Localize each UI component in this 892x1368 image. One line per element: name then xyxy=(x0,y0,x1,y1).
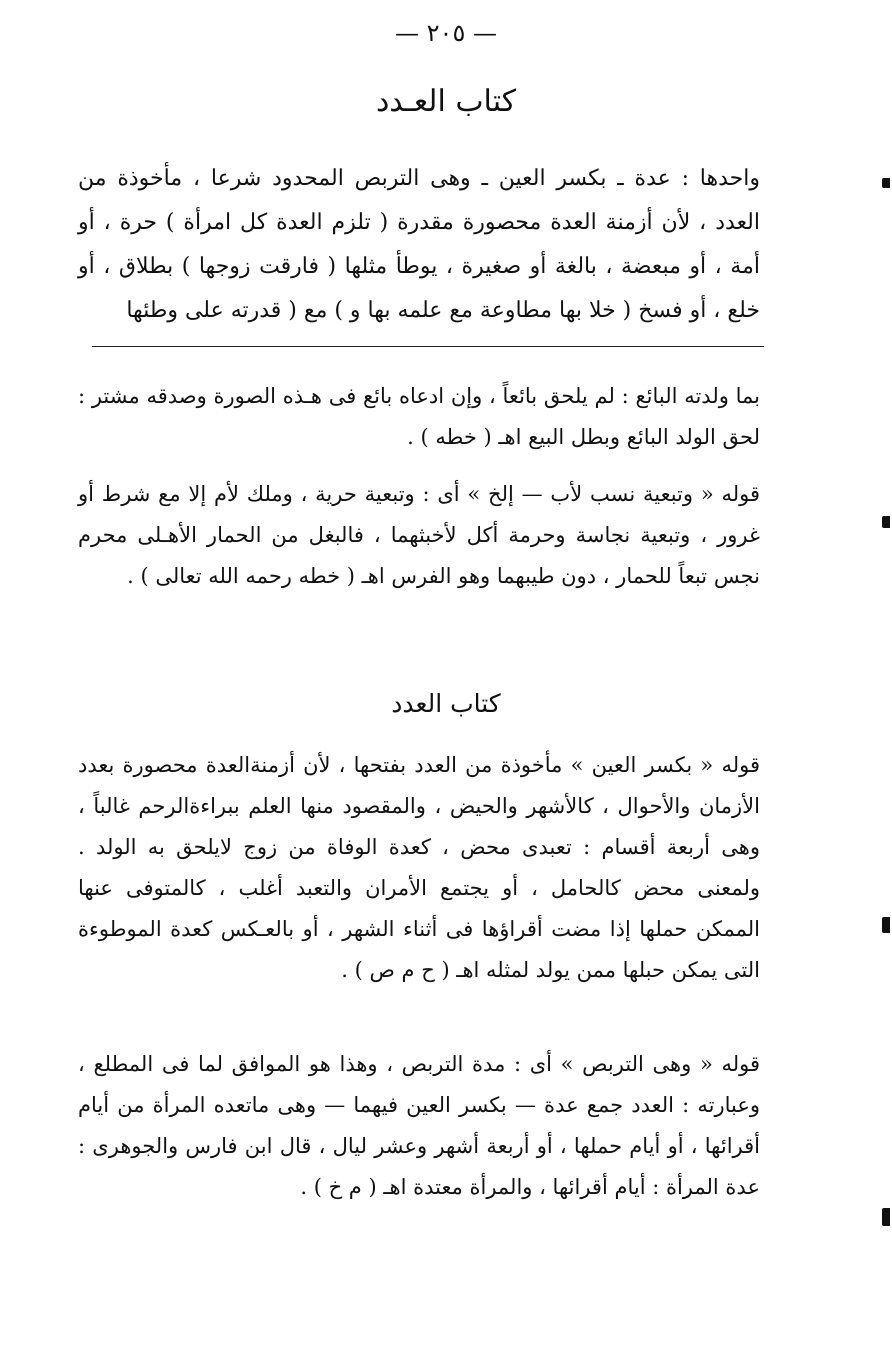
footnote-paragraph-4: قوله « وهى التربص » أى : مدة التربص ، وهذا هو الموافق لما فى المطلع ، وعبارته : العدد جمع عدة — بكسر العين فيهما — وهى ماتعده المرأة من أيام أقرائها ، أو أيام حملها ، أو أربعة أشهر وعشر ليال ، قال ابن فارس والجوهرى : عدة المرأة : أيام أقرائها ، والمرأة معتدة اهـ ( م خ ) . xyxy=(78,1052,760,1199)
page-number: — ٢٠٥ — xyxy=(395,19,497,47)
main-text-paragraph: واحدها : عدة ـ بكسر العين ـ وهى التربص المحدود شرعا ، مأخوذة من العدد ، لأن أزمنة العدة محصورة مقدرة ( تلزم العدة كل امرأة ) حرة ، أو أمة ، أو مبعضة ، بالغة أو صغيرة ، يوطأ مثلها ( فارقت زوجها ) بطلاق ، أو خلع ، أو فسخ ( خلا بها مطاوعة مع علمه بها و ) مع ( قدرته على وطئها xyxy=(78,166,760,323)
footnote-paragraph-2: قوله « وتبعية نسب لأب — إلخ » أى : وتبعية حرية ، وملك لأم إلا مع شرط أو غرور ، وتبعية نجاسة وحرمة أكل لأخبثهما ، فالبغل من الحمار الأهـلى محرم نجس تبعاً للحمار ، دون طيبهما وهو الفرس اهـ ( خطه رحمه الله تعالى ) . xyxy=(78,482,760,588)
section-heading: كتاب العدد xyxy=(391,689,501,718)
footnote-paragraph-3: قوله « بكسر العين » مأخوذة من العدد بفتحها ، لأن أزمنةالعدة محصورة بعدد الأزمان والأحوال ، كالأشهر والحيض ، والمقصود منها العلم ببراءةالرحم غالباً ، وهى أربعة أقسام : تعبدى محض ، كعدة الوفاة من زوج لايلحق به الولد . ولمعنى محض كالحامل ، أو يجتمع الأمران والتعبد أغلب ، كالمتوفى عنها الممكن حملها إذا مضت أقراؤها فى أثناء الشهر ، أو بالعـكس كعدة الموطوءة التى يمكن حبلها ممن يولد لمثله اهـ ( ح م ص ) . xyxy=(78,753,760,982)
scan-edge-mark xyxy=(882,516,890,528)
footnote-divider xyxy=(92,346,764,347)
chapter-title: كتاب العـدد xyxy=(375,84,517,119)
scan-edge-mark xyxy=(882,178,890,188)
footnote-paragraph-1: بما ولدته البائع : لم يلحق بائعاً ، وإن ادعاه بائع فى هـذه الصورة وصدقه مشتر : لحق الولد البائع وبطل البيع اهـ ( خطه ) . xyxy=(78,384,760,449)
scan-edge-mark xyxy=(882,917,890,933)
scan-edge-mark xyxy=(882,1208,890,1226)
